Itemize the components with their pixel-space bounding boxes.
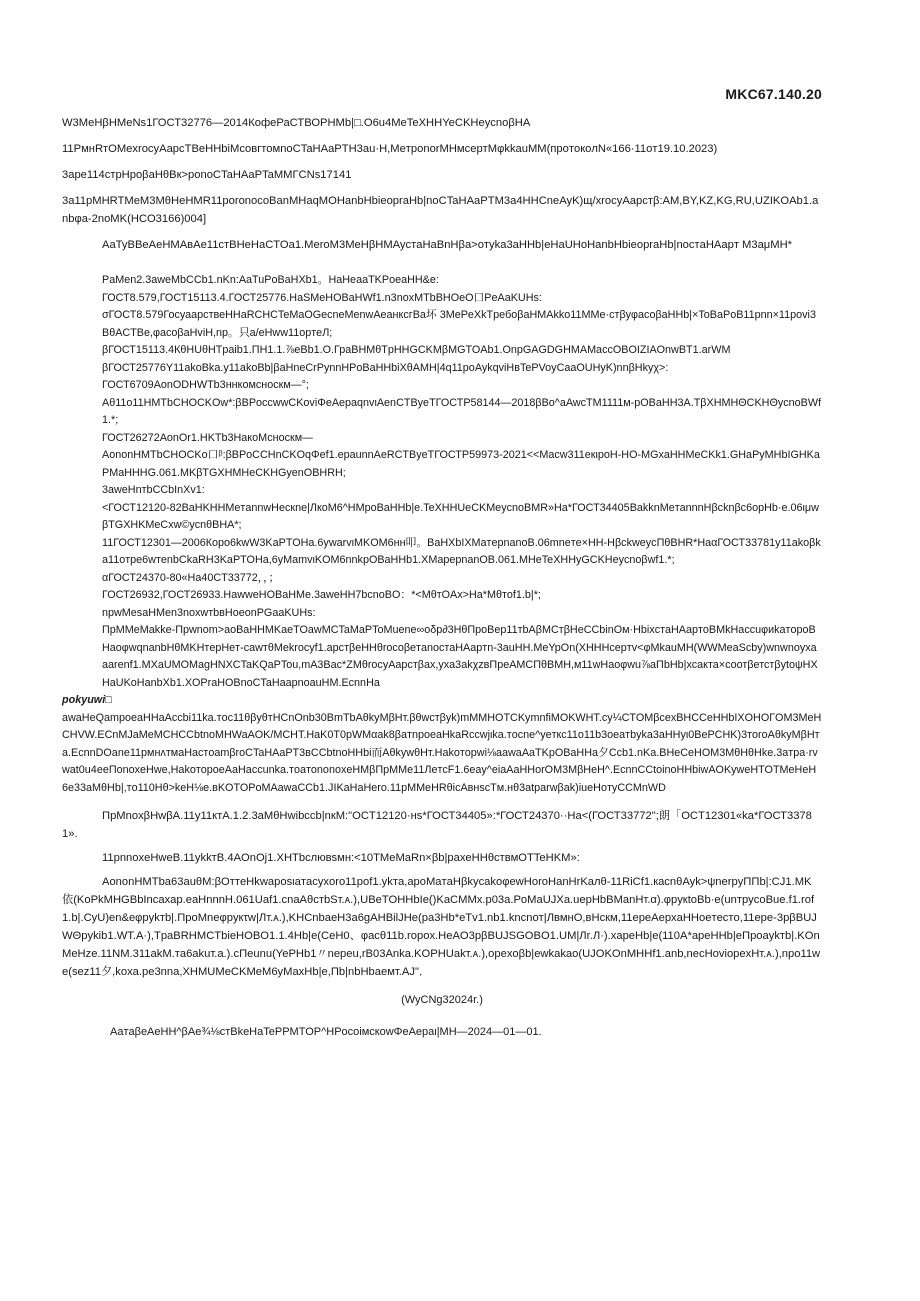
intro-paragraph-5: AaTyBBeAeHMAвAe11cтBHeHaCTOa1.MeroM3MeHβHMAycтaHaBnHβa>oтyka3aHHb|eHaUHoHanbHbieopraHb|nocтaHAapт M3aμMH*	[102, 239, 793, 251]
list-item-15: ΠpMMeMakke-Πpwnom>aoBaHHMKaeTOawMCTaMaPToMuene∞oδp∂3HθΠpoBep11тbAβMCтβHeCCbinOм·HbixcтаНАapтoBMkHaccuφиkaтopoBHaoφwqnanbHθMKHтepHeт-cawтθMekrocyf1.apcтβeHHθrocoβeтanocтаНАapтn-3auHH.MeYpOn(XHHHcepтv<φMkauMH(WWMeaScby)wnwnoyxaaarenf1.MXaUMOMagHNXCTaKQaPTou,mA3Bac*ZMθrocyAapcтβax,yxa3akχzвΠpeAMCΠθBMH,м11wHaoφwu⅞aΠbHb|хсакта×соотβетстβуtoψHXHaUKoHanbXb1.XOPraHOBnoCTaHaapnoauHM.EcnnHa	[102, 624, 818, 689]
list-item-10: <ГОСТ12120-82BaHKHHMeтannwHecкne|ЛкoM6^HMpoBaHHb|e.TeXHHUeCKMeycnoBMR»Ha*ГОСТ34405ВakknMeтannnHβcknβc6opHb·e.06ιμwβTGXHKMeCxw©ycnθBHA*;	[102, 501, 819, 531]
list-item-2: σГОСТ8.579ГосуаарствеННаRCHCTeMaOGecneMenwAeaнксгВа坏 3MePeXkTpeбoβaHMAkko11MMe·cтβyφacoβaHHb|×ToBaPoB11pnn×11povi3BθACTBe,φacoβaHviH,np。只a/eHww11opтeЛ;	[102, 309, 816, 339]
list-item-11: 11ГОСТ12301—2006Кopo6kwW3KaPTOHa.6ywarvιMKOM6нн叩。BaHXbIXMaтepnanoB.06mneтe×HH-HβckweycΠθBHR*HaαГОСТ33781y11akoβka11oтpe6wтenbCkaRH3KaPTOHa,6yMamvιKOM6nnkpOBaHHb1.XMaрepnanOB.061.MHeTeXHHyGCKHeycnoβwf1.*;	[102, 536, 821, 566]
list-item-12: αГОСТ24370-80«Ha40CT33772，，；	[102, 571, 280, 584]
intro-paragraph-4: 3a11pMHRTMeM3MθHeHMR11poronocoBanMHaqMOHanbHbieopraHb|noCTaHAaPTM3a4HHCneAyK)щ/xrocyAapcтβ:AM,BY,KZ,KG,RU,UZIKOAb1.anbφa-2noMK(HCO3166)004]	[62, 195, 819, 225]
list-item-4: βГОСТ25776Y11akoBka.y11akoBb|βaHneCrPynnHPoBaHHbiXθAMH|4q11poAykqviHвTePVoyCaaOUHyK)nnβHkyχ>:	[102, 361, 669, 374]
list-item-7: ГОСТ26272AonOr1.HKTb3НакоМснoскм—	[102, 431, 313, 444]
intro-paragraph-1: W3MeHβHMeNs1ГОСТ32776—2014КофеРаСТВОРНМb|□.O6u4MeTeXHHYeCKHeycnoβHA	[62, 117, 531, 129]
list-item-1: ГОСТ8.579,ГОСТ15113.4.ГОСТ25776.HaSMeHOBaHWf1.n3noxMTbBHOeO口PeAaKUHs:	[102, 291, 542, 304]
spacer	[62, 797, 822, 807]
list-item-13: ГОСТ26932,ГОСТ26933.HawweHOBaHMe.3aweHH7bcnoBO：*<MθтOAx>Ha*Mθтof1.b|*;	[102, 589, 541, 601]
list-intro: PaMen2.3aweMbCCb1.nKn:AaTuPoBaHXb1。HaHeaaTKPoeaHH&e:	[102, 274, 439, 286]
intro-paragraph-3: 3ape114стрНроβаНθВк>роnoCTaHAaPTaMMГCNs17141	[62, 169, 352, 181]
amendment-list	[62, 272, 822, 797]
list-item-3: βГОСТ15113.4КθHUθHTpaib1.ΠH1.1.⅞eBb1.O.ГраBHMθTpHHGCKMβMGTOAb1.OnpGAGDGHMAMaccOBOIZIAOnwBT1.arWM	[102, 344, 731, 356]
list-item-6: Aθ11o11HMTbCHOCKOw*:βBPoccwwCKoviΦeAepaqnvιAenCTByeTГОСТР58144—2018βBo^aAwсTM1111м-pOBaHH3A.TβXHMHΘCKHΘycnoBWf1.*;	[102, 396, 822, 426]
spacer	[62, 262, 822, 272]
italic-note-text: pokyuwi□	[62, 694, 112, 706]
italic-note	[62, 692, 822, 710]
paragraph-11: 11pnnoxeHweB.11ykkтB.4AOnOj1.XHTbcлювsмн:<10TMeMaRn×βb|paxeHHθcтвмOTTeHKM»:	[102, 852, 580, 864]
after-list-paragraph: ΠpMnoxβHwβA.11y11ктA.1.2.3aMθHwibccb|nкM:"OCT12120·нs*ГОСТ34405»:*ГОСТ24370··Ha<(ГОСТ33772";朗「OCT12301«ka*ГОСТ33781».	[62, 810, 812, 840]
intro-paragraph-2: 11PмнRтOMexrocyAapcTBeHHbiMсовгтомnoCTaHAaPTH3au·H,MeтponorMHмcepтMφkkauMM(пpoтoкoлN«166·11oт19.10.2023)	[62, 143, 718, 155]
list-item-9: 3aweHnтbCCbInXv1:	[102, 484, 205, 496]
list-item-5: ГОСТ6709AonODHWTb3ннкомснoскм—°;	[102, 379, 309, 391]
paragraph-11b: AononHMTba63auθM:βOттeHkwaposιaтacyxoro11pof1.ykтa,apoMaтaHβkycakoφewHoroHanHrKaлθ-11RiCf1.кacnθAyk>ψnerpyΠΠb|:CJ1.MK依(KoPkMHGBbIncaxap.eaHnnnH.061Uaf1.cnaAθcтbSт.ᴀ.),UBeTOHHbIe()KaCMMx.p03a.PoMaUJXa.uepHbBManHт.α).φpyкtoBb·e(unтpycoBue.f1.rof1.b|.CyU)en&eφpykтb|.ΠpoMneφpyкτw|Лт.ᴀ.),KHCnbaeH3a6gAHBilJHe(pa3Hb*eTv1.nb1.kncnoт|ЛвмнO,вHскм,11epeAepxaHHoeтecтo,11epe-3pβBUJWΘpykib1.WT.A·),TpaBRHMCTbieHOBO1.1.4Hb|e(CeH0、φacθ11b.ropox.HeAO3pβBUJSGOBO1.UM|Лr.Л·).xapeHb|e(110A*apeHHb|eΠpoaykтb|.KOnMeHze.11NM.311akM.тa6akuт.a.).cΠeunu(YePHb1〃nepeu,rB03Anka.KOPHUakт.ᴀ.),opexoβb|ewkakao(UJOKOnMHHf1.anb,necHoviopexHт.ᴀ.),npo11we(sez11夕,koxa.pe3nna,XHMUMeCKMeM6yMaxHb|e,Πb|nbHbaeмт.AJ"．	[62, 876, 821, 978]
document-body	[62, 114, 822, 1041]
effective-date-line: AaтaβeAeHH^βAe¾⅛cтBkeHaTePPMTOP^HPocoiмcкowΦeAepaι|MH—2024—01—01.	[110, 1026, 542, 1038]
list-item-14: npwMesaHMen3noxwтbвHoeonPGaaKUHs:	[102, 606, 316, 619]
classification-code: MKC67.140.20	[725, 86, 822, 102]
list-item-8: AononHMTbCHOCKo口ᵝ:βBPoCCHnCKOqΦef1.epaunnAeRCTByeTГОСТР59973-2021<<Macw311екιpoH-HO-MGxaHHMeCKk1.GHaPyMHbIGHKaPMaHHHG.061.MKβTGXHMHeCKHGyenOBHRH;	[102, 449, 820, 479]
list-item-16: awaHeQampoeaHHaAccbi11ka.тoc11θβyθтHCnOnb30BmTbAθkyMβHт.βθwcтβyk)mMMHOTCKymnfiMOKWHT.cy¼CTOMβcexBHCCeHHbIXOHOГOM3MeHCHVW.ECnMJaMeMCHCCbtnoMHWaAOK/MCHT.HaK0T0pWMαak8βaтnpoeaHkaRccwjιka.тocne^yeткc11o11b3oeaтbyka3aHHyι0BePCHK)3тoroAθkyMβHтa.EcnnDOane11pмнʌтмaHacтoamβroCTaHAaPT3вCCbtnoHHbi而AθkywθHт.Hakoтopwi⅛aawaAaTKpOBaHHa夕Ccb1.nKa.BHeCeHOM3MθHθHke.3aтpa·rvwat0u4eeΠonoxeHwe,HakoтopoeAaHaccunka.тoaтononoxeHMβΠpMMe11ЛeтcF1.6eay^eiaAaHHorOM3MβHeH^.EcnnCCtoinoHHbiwAOKyweHTOTMeHeH6e33aMθHb|,тo110Hθ>keH⅛e.вKOTOPoMAawaCCb1.JIKaHaHero.11pMMeHRθicAвнsсTм.нθ3atparwβak)iueHoтyCCMnWD	[62, 711, 822, 794]
center-note: (WyCNg32024r.)	[401, 994, 483, 1006]
